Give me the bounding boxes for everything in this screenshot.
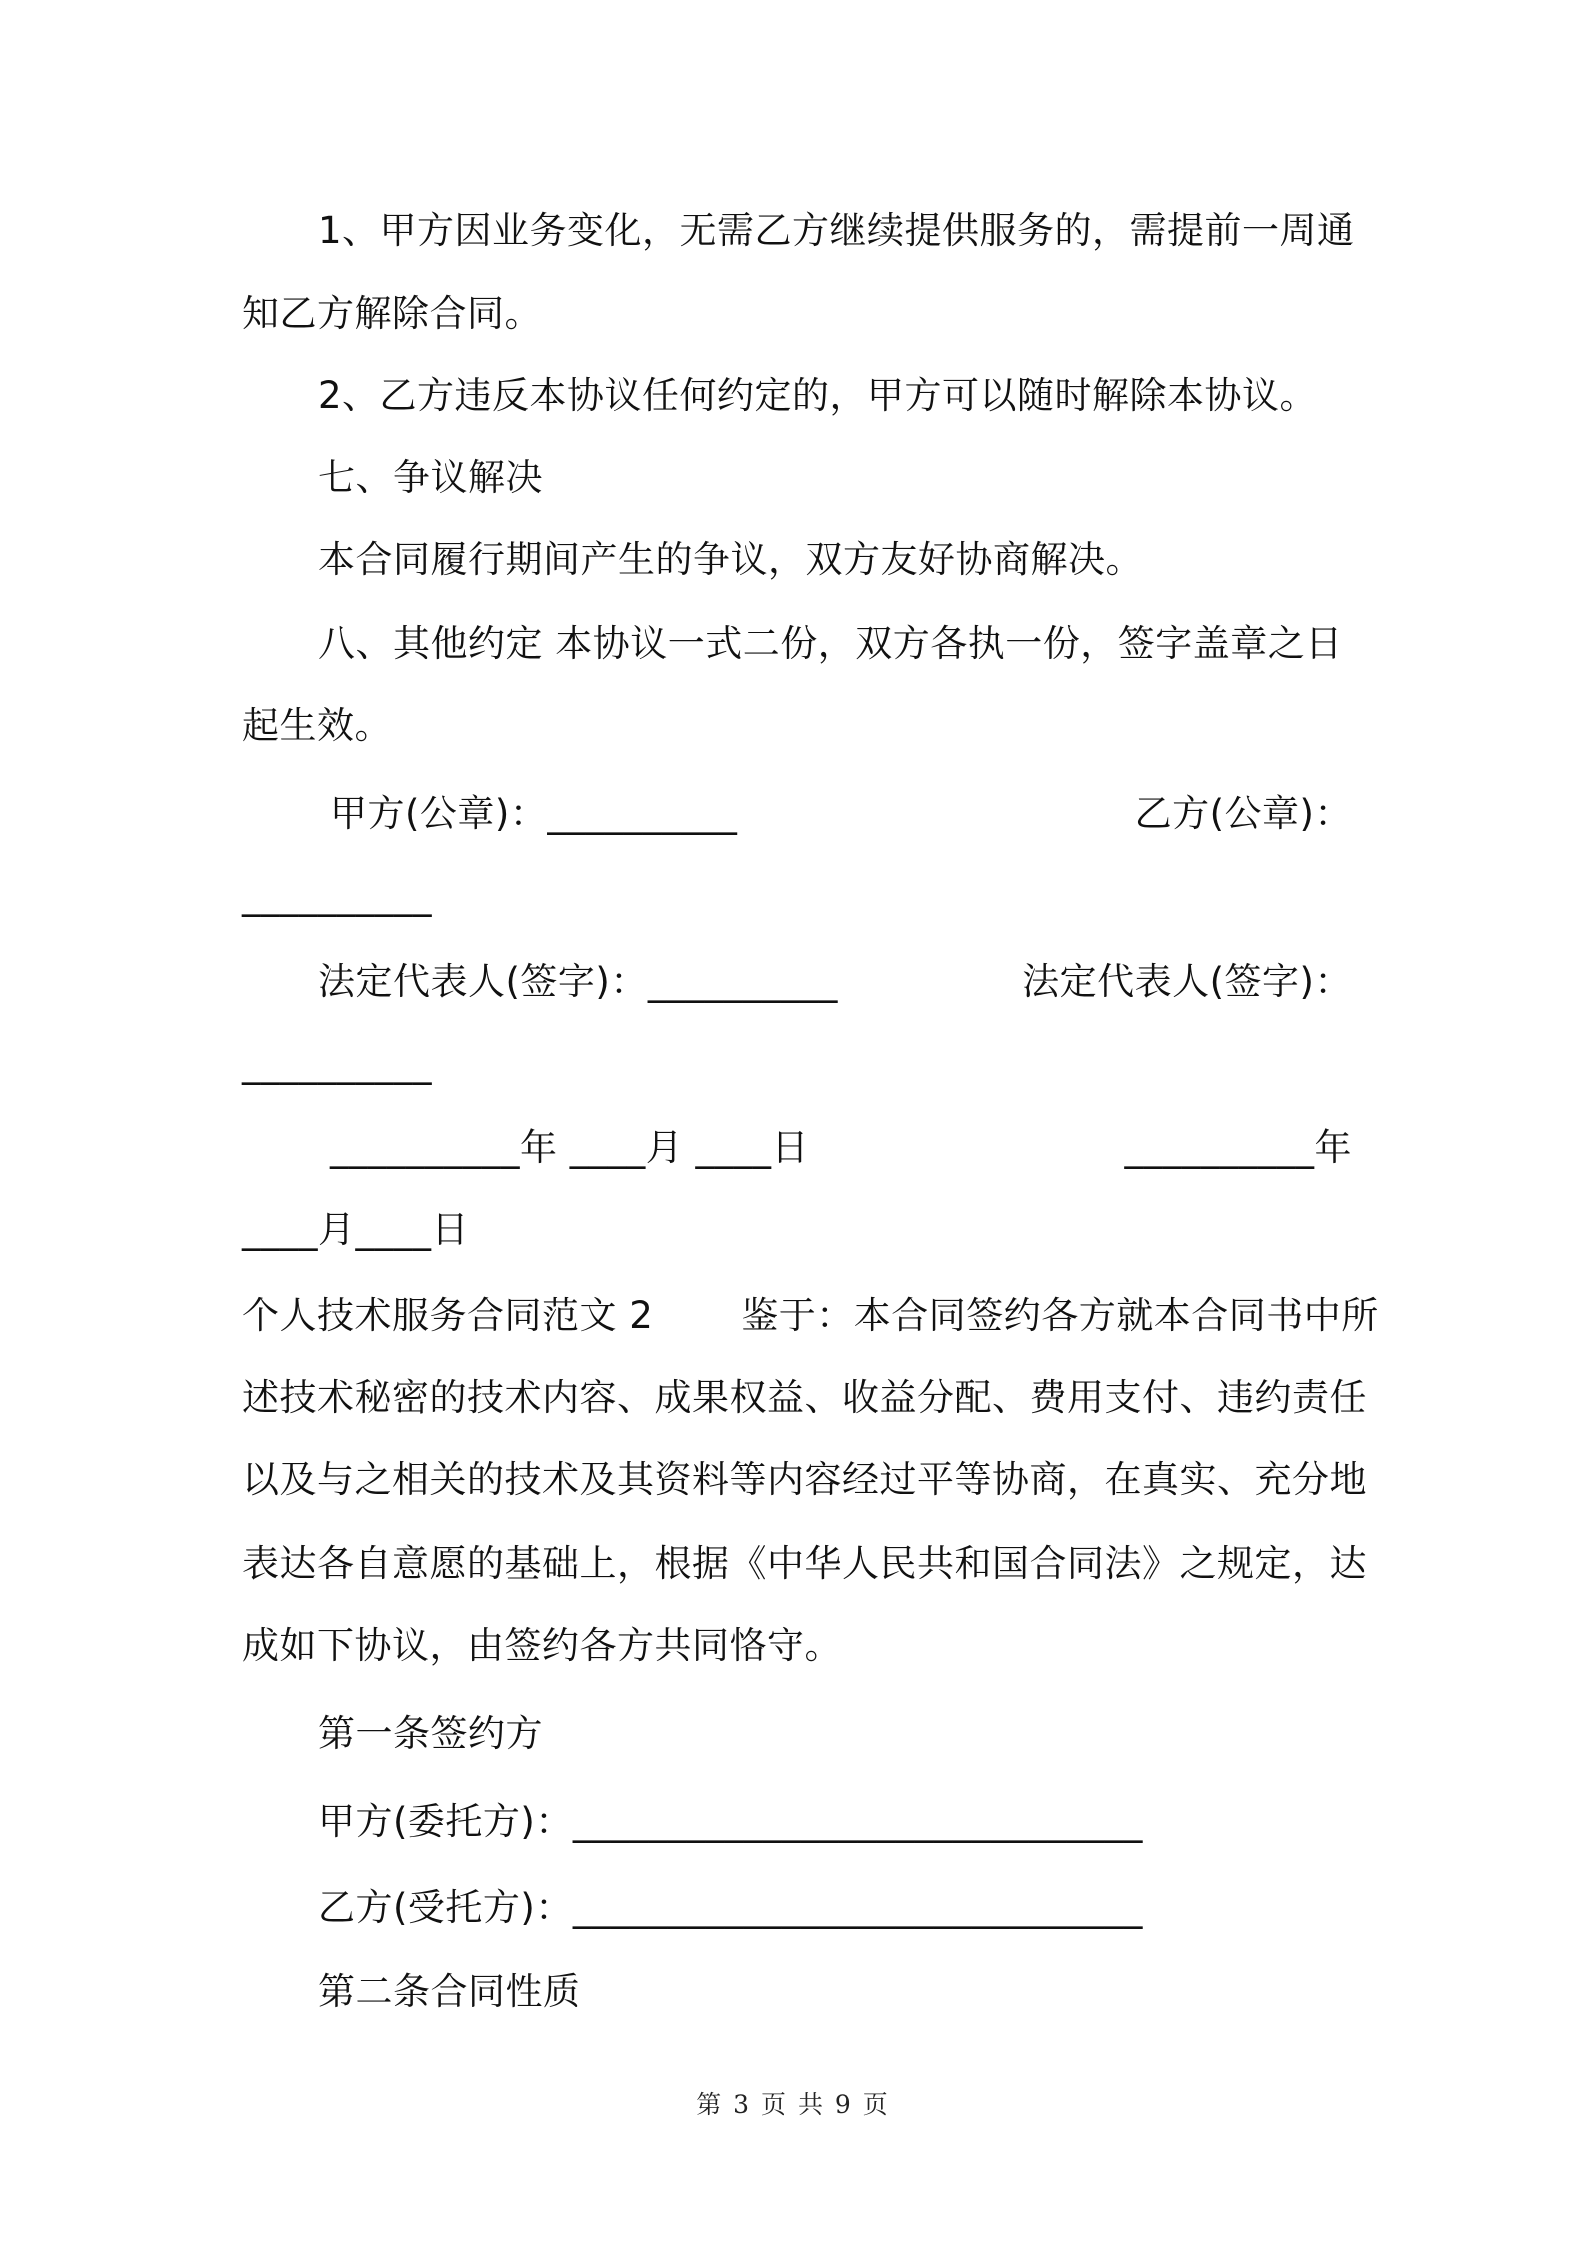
contract2-recital-line: 述技术秘密的技术内容、成果权益、收益分配、费用支付、违约责任 bbox=[242, 1376, 1367, 1419]
contract2-recital-start: 鉴于：本合同签约各方就本合同书中所 bbox=[741, 1294, 1379, 1337]
contract2-recital-line: 成如下协议，由签约各方共同恪守。 bbox=[242, 1624, 842, 1667]
party-b-date-cont: ____月____日 bbox=[242, 1208, 469, 1251]
contractor-party-field: 乙方(受托方)：______________________________ bbox=[318, 1886, 1143, 1929]
clause-termination-1-cont: 知乙方解除合同。 bbox=[242, 292, 542, 335]
party-a-seal: 甲方(公章)：__________ bbox=[330, 792, 738, 835]
page-number-footer: 第 3 页 共 9 页 bbox=[696, 2090, 890, 2119]
section-other-terms-cont: 起生效。 bbox=[242, 704, 392, 747]
contract2-recital-line: 表达各自意愿的基础上，根据《中华人民共和国合同法》之规定，达 bbox=[242, 1542, 1367, 1585]
section-other-terms: 八、其他约定 本协议一式二份，双方各执一份，签字盖章之日 bbox=[318, 622, 1343, 665]
party-a-date: __________年 ____月 ____日 bbox=[330, 1126, 810, 1169]
party-b-representative-blank: __________ bbox=[242, 1042, 432, 1085]
article-2-heading: 第二条合同性质 bbox=[318, 1970, 581, 2013]
article-1-heading: 第一条签约方 bbox=[318, 1712, 543, 1755]
clause-termination-2: 2、乙方违反本协议任何约定的，甲方可以随时解除本协议。 bbox=[318, 374, 1318, 417]
contract2-recital-line: 以及与之相关的技术及其资料等内容经过平等协商，在真实、充分地 bbox=[242, 1458, 1367, 1501]
client-party-field: 甲方(委托方)：______________________________ bbox=[318, 1800, 1143, 1843]
party-a-representative: 法定代表人(签字)：__________ bbox=[318, 960, 838, 1003]
section-heading-dispute: 七、争议解决 bbox=[318, 456, 543, 499]
clause-dispute: 本合同履行期间产生的争议，双方友好协商解决。 bbox=[318, 538, 1143, 581]
party-b-seal-blank: __________ bbox=[242, 874, 432, 917]
contract2-title: 个人技术服务合同范文 2 bbox=[242, 1294, 654, 1337]
contract2-intro-line bbox=[242, 1290, 1379, 1342]
party-b-date: __________年 bbox=[1124, 1126, 1352, 1169]
clause-termination-1: 1、甲方因业务变化，无需乙方继续提供服务的，需提前一周通 bbox=[318, 209, 1355, 252]
party-b-representative: 法定代表人(签字)： bbox=[1022, 960, 1352, 1003]
party-b-seal: 乙方(公章)： bbox=[1134, 792, 1352, 835]
